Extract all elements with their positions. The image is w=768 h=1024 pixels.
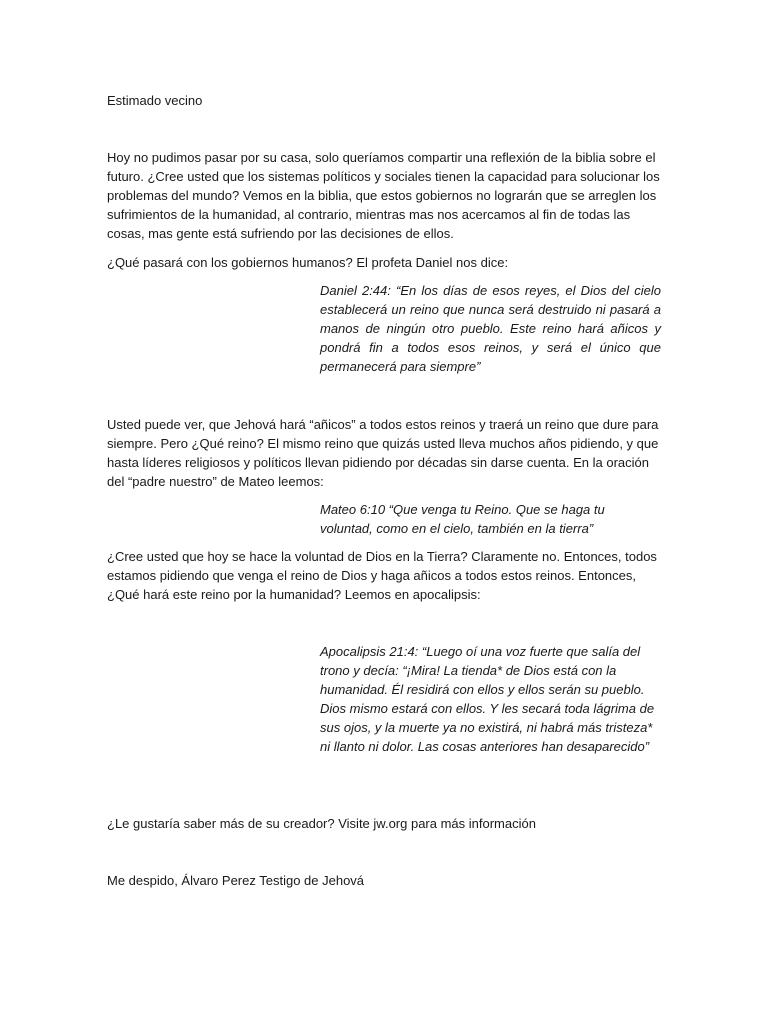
paragraph-will-of-god: ¿Cree usted que hoy se hace la voluntad de Dios en la Tierra? Claramente no. Entonces, todos estamos pidiendo que venga el reino de Dios y haga añicos a todos estos reinos. Entonces, ¿Qué hará este reino por la humanidad? Leemos en apocalipsis:: [107, 549, 657, 602]
paragraph-invitation: ¿Le gustaría saber más de su creador? Visite jw.org para más información: [107, 816, 536, 831]
closing-signature: Me despido, Álvaro Perez Testigo de Jehová: [107, 873, 365, 888]
quote-apocalipsis: Apocalipsis 21:4: “Luego oí una voz fuerte que salía del trono y decía: “¡Mira! La tienda* de Dios está con la humanidad. Él residirá con ellos y ellos serán su pueblo. Dios mismo estará con ellos. Y les secará toda lágrima de sus ojos, y la muerte ya no existirá, ni habrá más tristeza* ni llanto ni dolor. Las cosas anteriores han desaparecido”: [320, 644, 655, 754]
paragraph-kingdom: Usted puede ver, que Jehová hará “añicos” a todos estos reinos y traerá un reino que dure para siempre. Pero ¿Qué reino? El mismo reino que quizás usted lleva muchos años pidiendo, y que hasta líderes religiosos y políticos llevan pidiendo por décadas sin darse cuenta. En la oración del “padre nuestro” de Mateo leemos:: [107, 417, 659, 489]
greeting: Estimado vecino: [107, 93, 203, 108]
paragraph-intro: Hoy no pudimos pasar por su casa, solo queríamos compartir una reflexión de la biblia sobre el futuro. ¿Cree usted que los sistemas políticos y sociales tienen la capacidad para solucionar los problemas del mundo? Vemos en la biblia, que estos gobiernos no lograrán que se arreglen los sufrimientos de la humanidad, al contrario, mientras mas nos acercamos al fin de todas las cosas, mas gente está sufriendo por las decisiones de ellos.: [107, 150, 660, 241]
quote-daniel: Daniel 2:44: “En los días de esos reyes, el Dios del cielo establecerá un reino que nunca será destruido ni pasará a manos de ningún otro pueblo. Este reino hará añicos y pondrá fin a todos esos reinos, y será el único que permanecerá para siempre”: [320, 283, 661, 374]
paragraph-question-governments: ¿Qué pasará con los gobiernos humanos? El profeta Daniel nos dice:: [107, 255, 509, 270]
quote-mateo: Mateo 6:10 “Que venga tu Reino. Que se haga tu voluntad, como en el cielo, también en la tierra”: [320, 502, 605, 536]
